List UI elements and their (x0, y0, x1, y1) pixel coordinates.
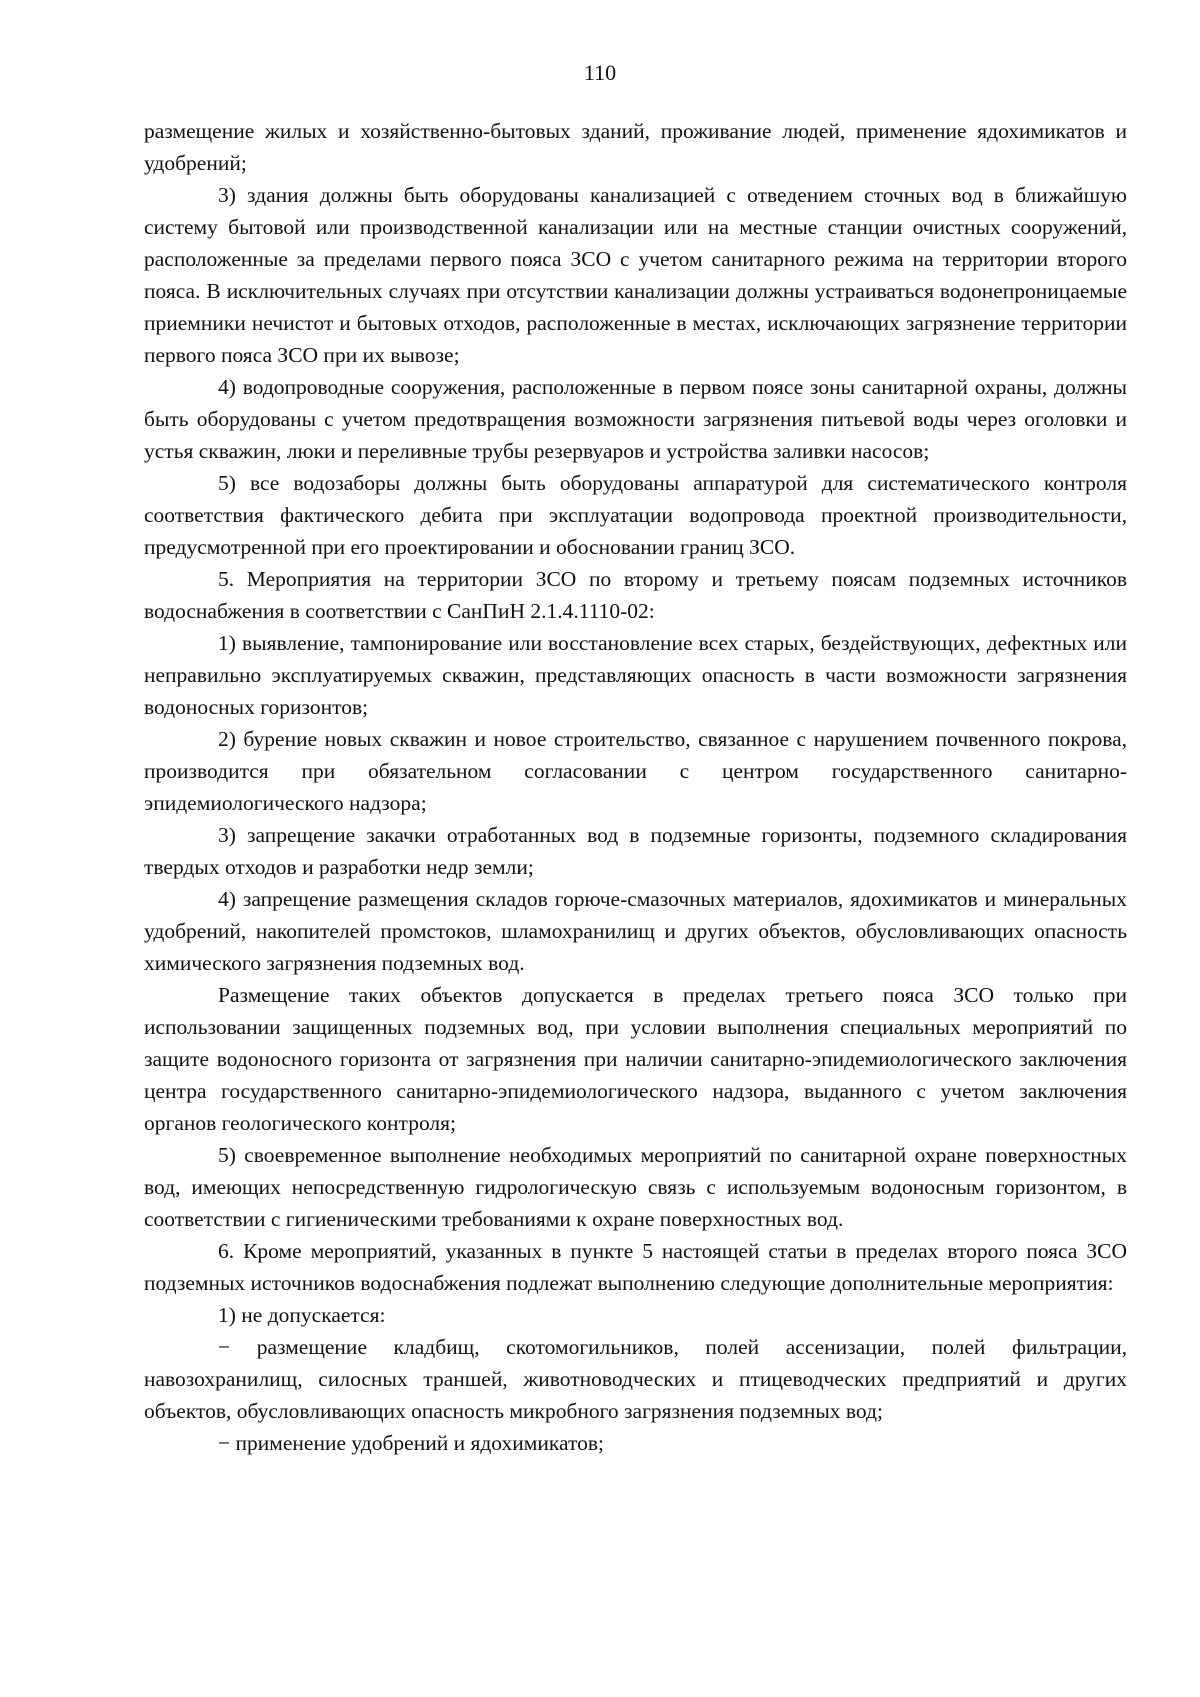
paragraph-item-5-water-intakes: 5) все водозаборы должны быть оборудованы аппаратурой для систематического контроля соответствия фактического дебита при эксплуатации водопровода проектной производительности, предусмотренной при его проектировании и обосновании границ ЗСО. (144, 471, 1127, 559)
page-number: 110 (583, 60, 617, 85)
paragraph-item-3-sewerage: 3) здания должны быть оборудованы канализацией с отведением сточных вод в ближайшую систему бытовой или производственной канализации или на местные станции очистных сооружений, расположенные за пределами первого пояса ЗСО с учетом санитарного режима на территории второго пояса. В исключительных случаях при отсутствии канализации должны устраиваться водонепроницаемые приемники нечистот и бытовых отходов, расположенные в местах, исключающих загрязнение территории первого пояса ЗСО при их вывозе; (144, 183, 1127, 367)
document-body (144, 115, 1127, 1459)
paragraph-section-5-item-5: 5) своевременное выполнение необходимых мероприятий по санитарной охране поверхностных вод, имеющих непосредственную гидрологическую связь с используемым водоносным горизонтом, в соответствии с гигиеническими требованиями к охране поверхностных вод. (144, 1143, 1127, 1231)
paragraph-section-5-item-4: 4) запрещение размещения складов горюче-смазочных материалов, ядохимикатов и минеральных удобрений, накопителей промстоков, шламохранилищ и других объектов, обусловливающих опасность химического загрязнения подземных вод. (144, 887, 1127, 975)
paragraph-placement-conditions: Размещение таких объектов допускается в пределах третьего пояса ЗСО только при использовании защищенных подземных вод, при условии выполнения специальных мероприятий по защите водоносного горизонта от загрязнения при наличии санитарно-эпидемиологического заключения центра государственного санитарно-эпидемиологического надзора, выданного с учетом заключения органов геологического контроля; (144, 983, 1127, 1135)
paragraph-section-5-item-3: 3) запрещение закачки отработанных вод в подземные горизонты, подземного складирования твердых отходов и разработки недр земли; (144, 823, 1127, 879)
list-item-cemeteries: − размещение кладбищ, скотомогильников, полей ассенизации, полей фильтрации, навозохранилищ, силосных траншей, животноводческих и птицеводческих предприятий и других объектов, обусловливающих опасность микробного загрязнения подземных вод; (144, 1335, 1127, 1423)
paragraph-section-6-heading: 6. Кроме мероприятий, указанных в пункте 5 настоящей статьи в пределах второго пояса ЗСО подземных источников водоснабжения подлежат выполнению следующие дополнительные мероприятия: (144, 1239, 1127, 1295)
paragraph-section-5-heading: 5. Мероприятия на территории ЗСО по второму и третьему поясам подземных источников водоснабжения в соответствии с СанПиН 2.1.4.1110-02: (144, 567, 1127, 623)
paragraph-section-5-item-1: 1) выявление, тампонирование или восстановление всех старых, бездействующих, дефектных или неправильно эксплуатируемых скважин, представляющих опасность в части возможности загрязнения водоносных горизонтов; (144, 631, 1127, 719)
list-item-fertilizers: − применение удобрений и ядохимикатов; (218, 1431, 604, 1455)
paragraph-section-6-item-1: 1) не допускается: (218, 1303, 386, 1327)
paragraph-continuation: размещение жилых и хозяйственно-бытовых зданий, проживание людей, применение ядохимикатов и удобрений; (144, 119, 1127, 175)
paragraph-section-5-item-2: 2) бурение новых скважин и новое строительство, связанное с нарушением почвенного покрова, производится при обязательном согласовании с центром государственного санитарно-эпидемиологического надзора; (144, 727, 1127, 815)
paragraph-item-4-water-facilities: 4) водопроводные сооружения, расположенные в первом поясе зоны санитарной охраны, должны быть оборудованы с учетом предотвращения возможности загрязнения питьевой воды через оголовки и устья скважин, люки и переливные трубы резервуаров и устройства заливки насосов; (144, 375, 1127, 463)
